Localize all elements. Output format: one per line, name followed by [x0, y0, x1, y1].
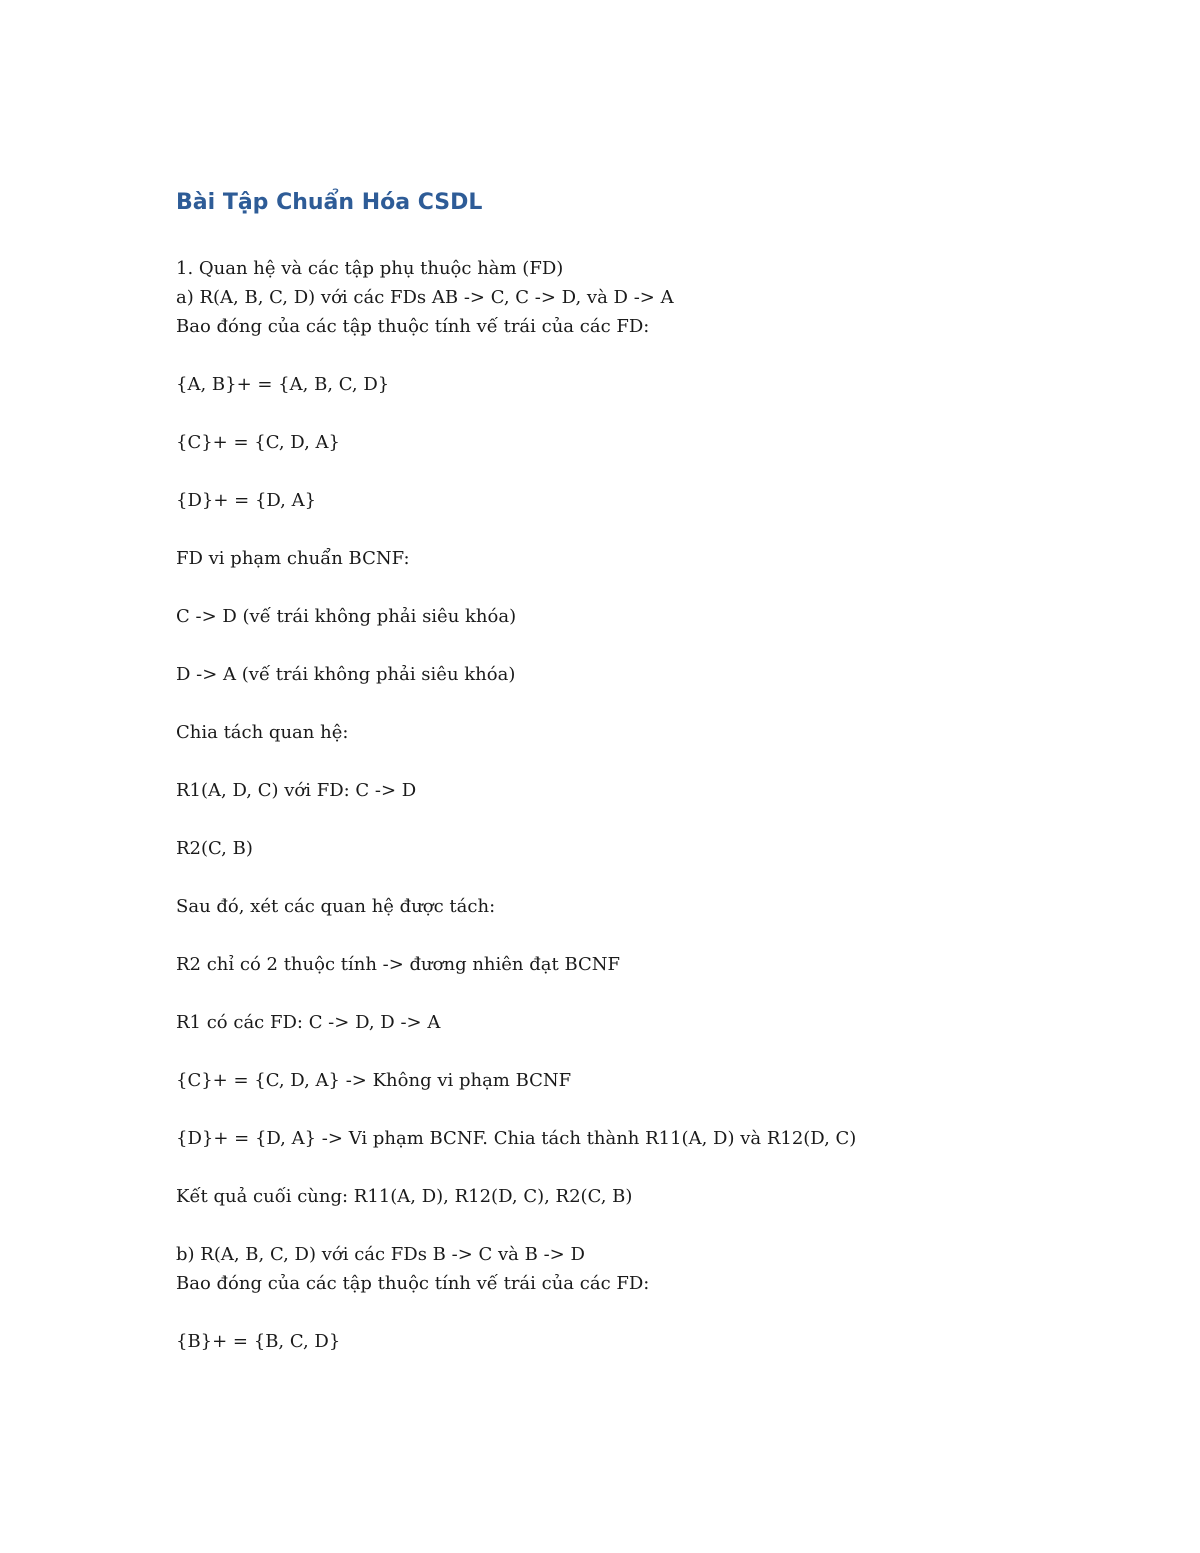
closure-intro: Bao đóng của các tập thuộc tính vế trái của các FD:: [176, 316, 650, 337]
closure-d: {D}+ = {D, A}: [176, 490, 317, 511]
part-b-statement: b) R(A, B, C, D) với các FDs B -> C và B -> D: [176, 1244, 585, 1265]
r1-closure-c: {C}+ = {C, D, A} -> Không vi phạm BCNF: [176, 1070, 572, 1091]
violation-d-a: D -> A (vế trái không phải siêu khóa): [176, 664, 516, 685]
r1-fds: R1 có các FD: C -> D, D -> A: [176, 1012, 441, 1033]
final-result: Kết quả cuối cùng: R11(A, D), R12(D, C), R2(C, B): [176, 1186, 633, 1207]
closure-intro-b: Bao đóng của các tập thuộc tính vế trái của các FD:: [176, 1273, 650, 1294]
violation-c-d: C -> D (vế trái không phải siêu khóa): [176, 606, 517, 627]
review-heading: Sau đó, xét các quan hệ được tách:: [176, 896, 496, 917]
closure-c: {C}+ = {C, D, A}: [176, 432, 340, 453]
relation-r1: R1(A, D, C) với FD: C -> D: [176, 780, 417, 801]
section-heading: 1. Quan hệ và các tập phụ thuộc hàm (FD): [176, 258, 564, 279]
bcnf-violation-heading: FD vi phạm chuẩn BCNF:: [176, 548, 410, 569]
relation-r2: R2(C, B): [176, 838, 253, 859]
r2-analysis: R2 chỉ có 2 thuộc tính -> đương nhiên đạt BCNF: [176, 954, 621, 975]
document-title: Bài Tập Chuẩn Hóa CSDL: [176, 190, 483, 215]
part-a-statement: a) R(A, B, C, D) với các FDs AB -> C, C -> D, và D -> A: [176, 287, 674, 308]
closure-b: {B}+ = {B, C, D}: [176, 1331, 341, 1352]
r1-closure-d: {D}+ = {D, A} -> Vi phạm BCNF. Chia tách thành R11(A, D) và R12(D, C): [176, 1128, 857, 1149]
closure-ab: {A, B}+ = {A, B, C, D}: [176, 374, 390, 395]
decomposition-heading: Chia tách quan hệ:: [176, 722, 349, 743]
